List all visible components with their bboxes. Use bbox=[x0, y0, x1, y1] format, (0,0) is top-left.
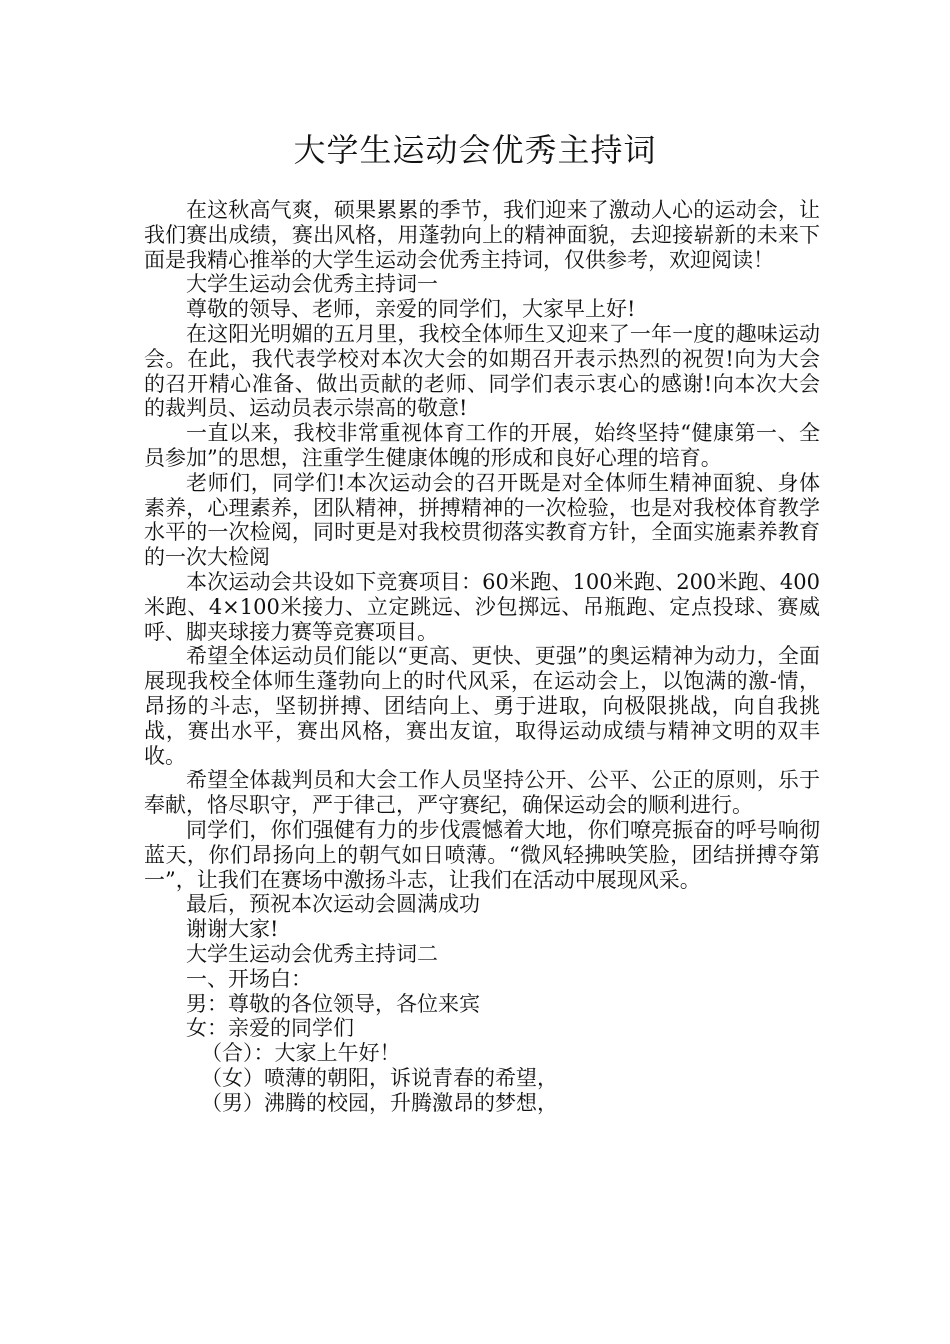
dialogue-line: （合）：大家上午好！ bbox=[201, 1041, 401, 1066]
female-host-line: 女：亲爱的同学们 bbox=[186, 1016, 354, 1041]
referees-paragraph: 希望全体裁判员和大会工作人员坚持公开、公平、公正的原则，乐于奉献，恪尽职守，严于律己，严守赛纪，确保运动会的顺利进行。 bbox=[144, 768, 820, 818]
intro-paragraph: 在这秋高气爽，硕果累累的季节，我们迎来了激动人心的运动会，让我们赛出成绩，赛出风格，用蓬勃向上的精神面貌，去迎接崭新的未来下面是我精心推举的大学生运动会优秀主持词，仅供参考，欢迎阅读！ bbox=[144, 198, 820, 272]
students-paragraph: 同学们，你们强健有力的步伐震憾着大地，你们嘹亮振奋的呼号响彻蓝天，你们昂扬向上的朝气如日喷薄。“微风轻拂映笑脸，团结拼搏夺第一”，让我们在赛场中激扬斗志，让我们在活动中展现风采。 bbox=[144, 817, 820, 892]
opening-remarks-heading: 一、开场白： bbox=[186, 966, 312, 991]
section-heading-two: 大学生运动会优秀主持词二 bbox=[186, 941, 438, 966]
sports-tradition-paragraph: 一直以来，我校非常重视体育工作的开展，始终坚持“健康第一、全员参加”的思想，注重学生健康体魄的形成和良好心理的培育。 bbox=[144, 421, 820, 470]
opening-paragraph: 在这阳光明媚的五月里，我校全体师生又迎来了一年一度的趣味运动会。在此，我代表学校对本次大会的如期召开表示热烈的祝贺!向为大会的召开精心准备、做出贡献的老师、同学们表示衷心的感谢!向本次大会的裁判员、运动员表示崇高的敬意! bbox=[144, 321, 820, 421]
male-host-line: 男：尊敬的各位领导，各位来宾 bbox=[186, 991, 480, 1016]
significance-paragraph: 老师们，同学们!本次运动会的召开既是对全体师生精神面貌、身体素养，心理素养，团队精神，拼搏精神的一次检验，也是对我校体育教学水平的一次检阅，同时更是对我校贯彻落实教育方针，全面实施素养教育的一次大检阅 bbox=[144, 470, 820, 570]
greeting-paragraph: 尊敬的领导、老师，亲爱的同学们，大家早上好! bbox=[186, 297, 636, 322]
dialogue-line: （男）沸腾的校园，升腾激昂的梦想， bbox=[201, 1090, 558, 1115]
athletes-paragraph: 希望全体运动员们能以“更高、更快、更强”的奥运精神为动力，全面展现我校全体师生蓬勃向上的时代风采，在运动会上，以饱满的激-情，昂扬的斗志，坚韧拼搏、团结向上、勇于进取，向极限挑战，向自我挑战，赛出水平，赛出风格，赛出友谊，取得运动成绩与精神文明的双丰收。 bbox=[144, 644, 820, 768]
document-body bbox=[144, 198, 820, 1115]
document-title: 大学生运动会优秀主持词 bbox=[293, 131, 657, 169]
section-heading-one: 大学生运动会优秀主持词一 bbox=[186, 272, 438, 297]
closing-wish-line: 最后，预祝本次运动会圆满成功 bbox=[186, 892, 480, 917]
dialogue-line: （女）喷薄的朝阳，诉说青春的希望， bbox=[201, 1065, 558, 1090]
thanks-line: 谢谢大家! bbox=[186, 917, 279, 942]
events-paragraph: 本次运动会共设如下竞赛项目：60米跑、100米跑、200米跑、400米跑、4×100米接力、立定跳远、沙包掷远、吊瓶跑、定点投球、赛威呼、脚夹球接力赛等竞赛项目。 bbox=[144, 569, 820, 644]
